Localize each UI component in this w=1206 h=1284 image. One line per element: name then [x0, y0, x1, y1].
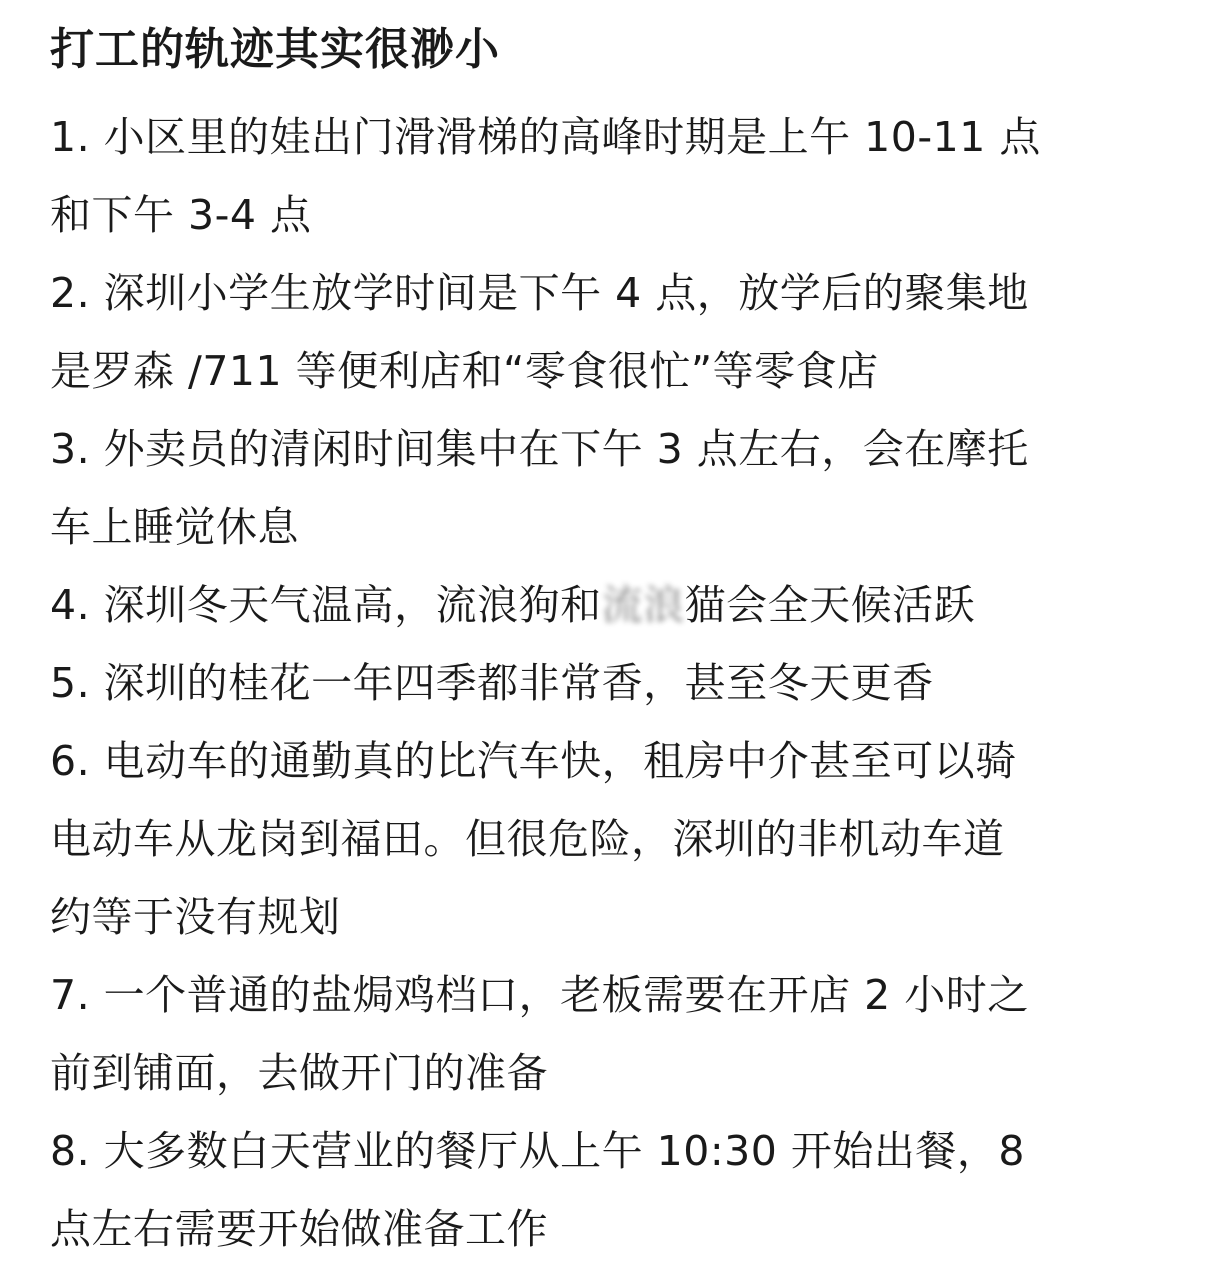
list-item-line: 8. 大多数白天营业的餐厅从上午 10:30 开始出餐，8: [50, 1127, 1025, 1175]
list-item-line: 和下午 3-4 点: [50, 191, 312, 239]
list-item-line: 点左右需要开始做准备工作: [50, 1205, 548, 1253]
list-item: [50, 98, 1180, 254]
list-item: [50, 644, 1180, 722]
list-item-text: 4. 深圳冬天气温高，流浪狗和: [50, 581, 602, 629]
tips-list: [50, 98, 1180, 1268]
list-item-line: 前到铺面，去做开门的准备: [50, 1049, 548, 1097]
list-item-line: 2. 深圳小学生放学时间是下午 4 点，放学后的聚集地: [50, 269, 1029, 317]
list-item-line: 是罗森 /711 等便利店和“零食很忙”等零食店: [50, 347, 879, 395]
list-item: [50, 722, 1180, 956]
note-title: 打工的轨迹其实很渺小: [50, 24, 500, 75]
list-item-line: 1. 小区里的娃出门滑滑梯的高峰时期是上午 10-11 点: [50, 113, 1041, 161]
note-page: [50, 0, 1180, 1268]
list-item-line: [50, 566, 1180, 644]
list-item-line: 约等于没有规划: [50, 893, 341, 941]
list-item: [50, 410, 1180, 566]
list-item-line: 3. 外卖员的清闲时间集中在下午 3 点左右，会在摩托: [50, 425, 1029, 473]
blurred-text: 流浪: [601, 581, 685, 629]
list-item: [50, 1112, 1180, 1268]
list-item-line: 6. 电动车的通勤真的比汽车快，租房中介甚至可以骑: [50, 737, 1017, 785]
list-item-text: 猫会全天候活跃: [684, 581, 976, 629]
list-item-line: 5. 深圳的桂花一年四季都非常香，甚至冬天更香: [50, 659, 934, 707]
list-item-line: 电动车从龙岗到福田。但很危险，深圳的非机动车道: [50, 815, 1005, 863]
list-item: [50, 254, 1180, 410]
list-item-line: 车上睡觉休息: [50, 503, 299, 551]
list-item-line: 7. 一个普通的盐焗鸡档口，老板需要在开店 2 小时之: [50, 971, 1029, 1019]
list-item: [50, 956, 1180, 1112]
list-item: [50, 566, 1180, 644]
